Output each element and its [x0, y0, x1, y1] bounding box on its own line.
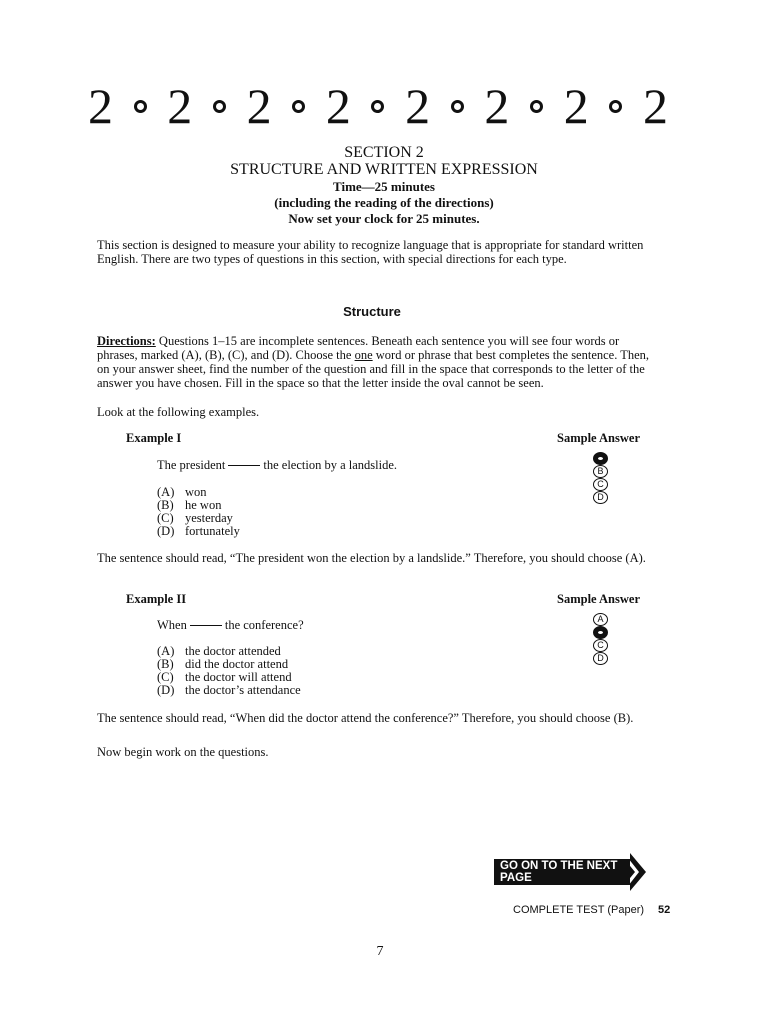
question-end: the election by a landslide.	[263, 458, 398, 472]
time-note: (including the reading of the directions)	[274, 195, 494, 210]
banner-digit: 2	[246, 78, 272, 134]
answer-bubble-filled	[593, 452, 608, 465]
banner-digit: 2	[405, 78, 431, 134]
directions-label: Directions:	[97, 334, 156, 348]
banner-dot	[292, 100, 305, 113]
banner-digit: 2	[563, 78, 589, 134]
banner-digit: 2	[88, 78, 113, 134]
answer-blank	[190, 625, 222, 626]
example-2-question	[157, 618, 304, 633]
footer-test-label: COMPLETE TEST (Paper)	[513, 904, 645, 916]
answer-bubble: D	[593, 491, 608, 504]
section-number-banner	[88, 80, 668, 132]
structure-heading: Structure	[343, 304, 401, 319]
option-text: the doctor attended	[185, 644, 281, 658]
banner-digit: 2	[642, 78, 668, 134]
example-2-options	[157, 645, 301, 697]
look-instruction: Look at the following examples.	[97, 405, 260, 419]
example-1-explanation: The sentence should read, “The president won the election by a landslide.” Therefore, you should choose (A).	[97, 551, 646, 565]
option-text: did the doctor attend	[185, 657, 289, 671]
option-letter: (C)	[157, 511, 174, 525]
directions-text-after: word or phrase that best completes the sentence. Then, on your answer sheet, find the number of the question and fill in the space that corresponds to the letter of the answer you have chosen. Fill in the space so that the letter inside the oval cannot be seen.	[97, 348, 650, 390]
example-2-label: Example II	[126, 592, 187, 606]
go-on-next-page-banner: GO ON TO THE NEXT PAGE	[494, 859, 630, 885]
option-text: fortunately	[185, 524, 240, 538]
question-end: the conference?	[224, 618, 304, 632]
directions-text-before: Questions 1–15 are incomplete sentences. Beneath each sentence you will see four words or phrases, marked (A), (B), (C), and (D). Choose the	[97, 334, 620, 362]
option-row	[157, 525, 240, 538]
option-text: he won	[185, 498, 222, 512]
page-number: 7	[376, 944, 384, 959]
banner-dot	[134, 100, 147, 113]
section-number: SECTION 2	[344, 144, 424, 161]
banner-dot	[371, 100, 384, 113]
clock-instruction: Now set your clock for 25 minutes.	[288, 211, 480, 226]
option-letter: (C)	[157, 670, 174, 684]
intro-paragraph: This section is designed to measure your ability to recognize language that is appropriate for standard written English. There are two types of questions in this section, with special directions for each type.	[97, 238, 644, 266]
banner-dot	[451, 100, 464, 113]
example-1-sample-label: Sample Answer	[557, 431, 640, 445]
answer-bubble: C	[593, 639, 608, 652]
footer-page-number: 52	[658, 904, 671, 916]
example-2-sample-label: Sample Answer	[557, 592, 640, 606]
directions-paragraph	[97, 334, 657, 390]
answer-bubble: A	[593, 613, 608, 626]
section-title: STRUCTURE AND WRITTEN EXPRESSION	[230, 161, 538, 178]
option-letter: (B)	[157, 657, 174, 671]
option-letter: (B)	[157, 498, 174, 512]
begin-instruction: Now begin work on the questions.	[97, 745, 269, 759]
option-text: the doctor will attend	[185, 670, 292, 684]
option-letter: (A)	[157, 485, 175, 499]
banner-dot	[530, 100, 543, 113]
option-text: won	[185, 485, 207, 499]
answer-bubble-filled	[593, 626, 608, 639]
example-2-answer-bubbles	[593, 613, 611, 665]
example-1-question	[157, 458, 397, 473]
example-2-explanation: The sentence should read, “When did the doctor attend the conference?” Therefore, you should choose (B).	[97, 711, 634, 725]
option-text: the doctor’s attendance	[185, 683, 301, 697]
option-row	[157, 684, 301, 697]
banner-digit: 2	[325, 78, 351, 134]
banner-dot	[609, 100, 622, 113]
example-1-label: Example I	[126, 431, 182, 445]
answer-bubble: C	[593, 478, 608, 491]
directions-underlined-word: one	[354, 348, 373, 362]
question-start: When	[157, 618, 187, 632]
answer-bubble: B	[593, 465, 608, 478]
option-letter: (D)	[157, 524, 175, 538]
option-text: yesterday	[185, 511, 233, 525]
option-letter: (A)	[157, 644, 175, 658]
example-1-answer-bubbles	[593, 452, 611, 504]
example-1-options	[157, 486, 240, 538]
answer-bubble: D	[593, 652, 608, 665]
option-letter: (D)	[157, 683, 175, 697]
banner-digit: 2	[484, 78, 510, 134]
banner-digit: 2	[167, 78, 193, 134]
question-start: The president	[157, 458, 226, 472]
answer-blank	[228, 465, 260, 466]
time-limit: Time—25 minutes	[333, 179, 435, 194]
banner-dot	[213, 100, 226, 113]
